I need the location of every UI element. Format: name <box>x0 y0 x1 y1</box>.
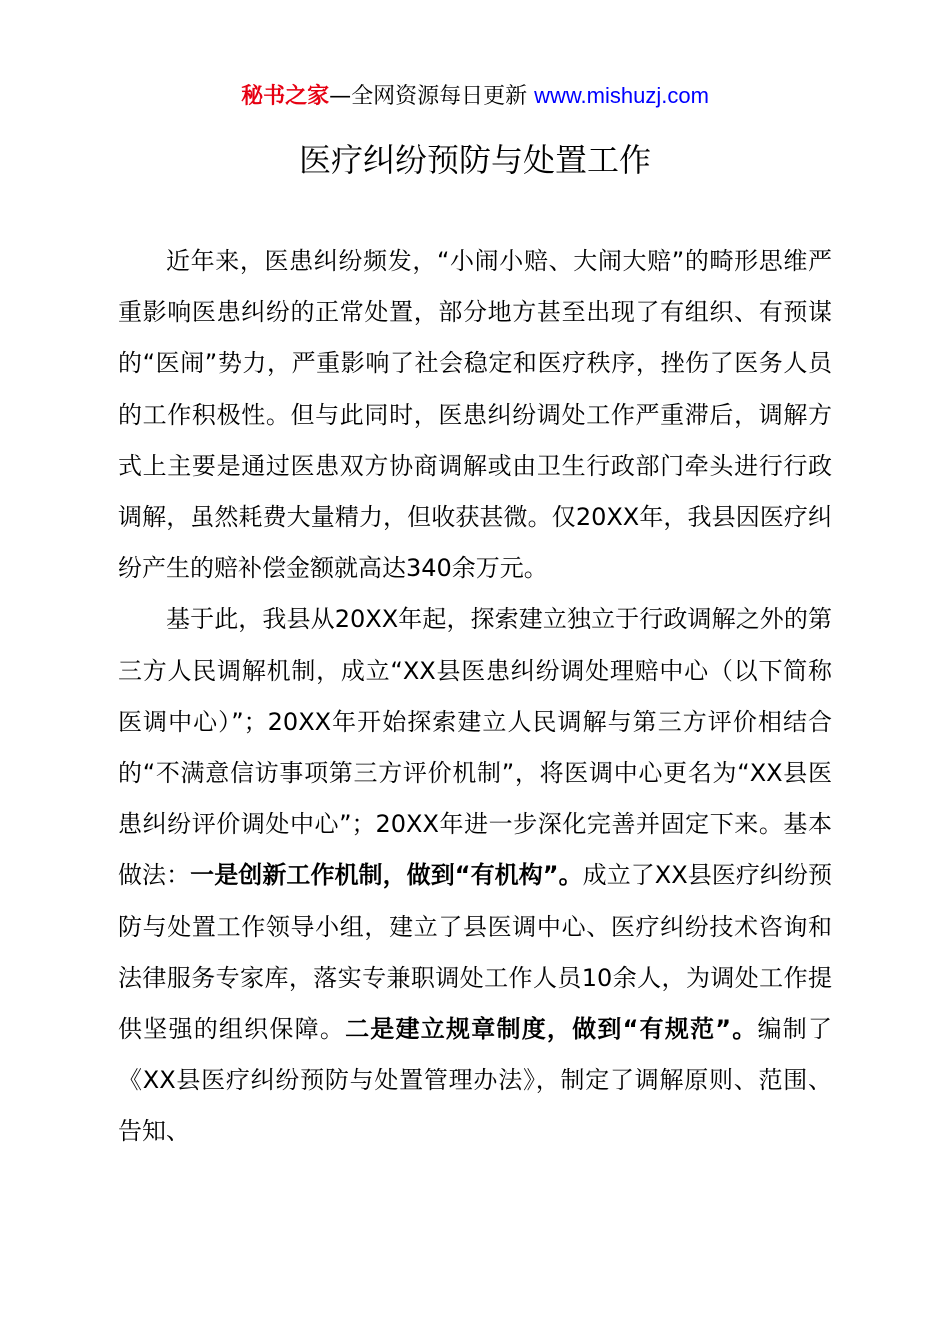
paragraph-2-text-3: 编制了《XX县医疗纠纷预防与处置管理办法》，制定了调解原则、范围、告知、 <box>118 1015 833 1146</box>
document-title: 医疗纠纷预防与处置工作 <box>298 141 651 179</box>
emphasis-point-1: 一是创新工作机制，做到“有机构”。 <box>190 861 583 890</box>
site-slogan: —全网资源每日更新 <box>329 84 535 109</box>
paragraph-2-text-2: 成立了XX县医疗纠纷预防与处置工作领导小组，建立了县医调中心、医疗纠纷技术咨询和法律服务专家库，落实专兼职调处工作人员10余人，为调处工作提供坚强的组织保障。 <box>118 861 833 1044</box>
document-body <box>118 236 832 1158</box>
paragraph-2-text-1: 基于此，我县从20XX年起，探索建立独立于行政调解之外的第三方人民调解机制，成立“XX县医患纠纷调处理赔中心（以下简称医调中心）”；20XX年开始探索建立人民调解与第三方评价相结合的“不满意信访事项第三方评价机制”，将医调中心更名为“XX县医患纠纷评价调处中心”；20XX年进一步深化完善并固定下来。基本做法： <box>118 605 832 890</box>
site-header <box>0 80 950 113</box>
site-brand: 秘书之家 <box>241 84 330 109</box>
emphasis-point-2: 二是建立规章制度，做到“有规范”。 <box>345 1015 758 1044</box>
paragraph-1: 近年来，医患纠纷频发，“小闹小赔、大闹大赔”的畸形思维严重影响医患纠纷的正常处置，部分地方甚至出现了有组织、有预谋的“医闹”势力，严重影响了社会稳定和医疗秩序，挫伤了医务人员的工作积极性。但与此同时，医患纠纷调处工作严重滞后，调解方式上主要是通过医患双方协商调解或由卫生行政部门牵头进行行政调解，虽然耗费大量精力，但收获甚微。仅20XX年，我县因医疗纠纷产生的赔补偿金额就高达340余万元。 <box>118 247 832 583</box>
site-url-link[interactable]: www.mishuzj.com <box>534 83 709 108</box>
paragraph-2 <box>118 594 832 1157</box>
